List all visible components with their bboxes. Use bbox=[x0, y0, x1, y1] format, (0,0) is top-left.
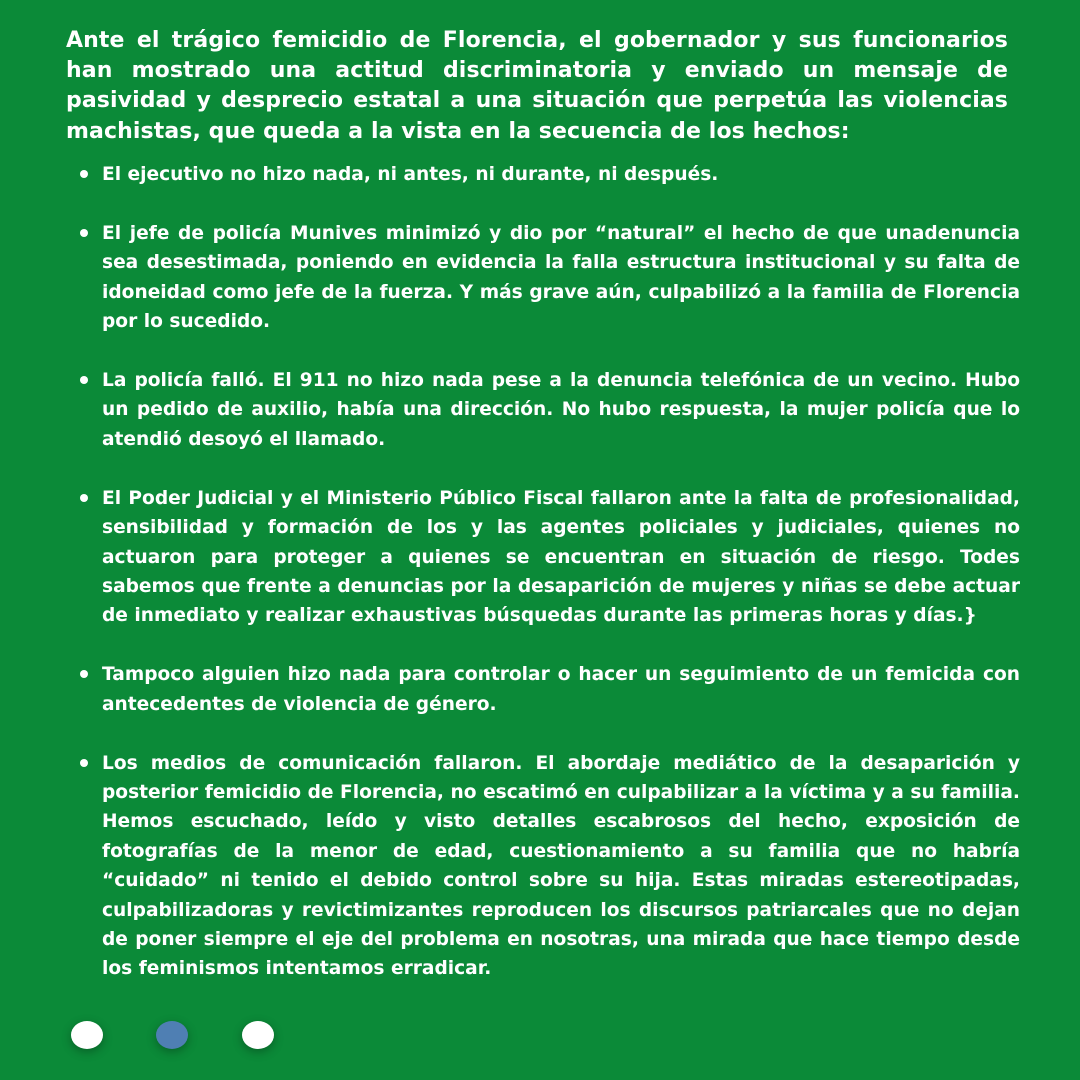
page-dot-1[interactable] bbox=[71, 1021, 103, 1049]
intro-paragraph: Ante el trágico femicidio de Florencia, el gobernador y sus funcionarios han mostrado una actitud discriminatoria y enviado un mensaje de pasividad y desprecio estatal a una situación que perpetúa las violencias machistas, que queda a la vista en la secuencia de los hechos: bbox=[66, 28, 1008, 144]
bullet-item: El jefe de policía Munives minimizó y dio por “natural” el hecho de que unadenuncia sea desestimada, poniendo en evidencia la falla estructura institucional y su falta de idoneidad como jefe de la fuerza. Y más grave aún, culpabilizó a la familia de Florencia por lo sucedido. bbox=[102, 219, 1020, 337]
bullet-item: El Poder Judicial y el Ministerio Público Fiscal fallaron ante la falta de profesionalidad, sensibilidad y formación de los y las agentes policiales y judiciales, quienes no actuaron para proteger a quienes se encuentran en situación de riesgo. Todes sabemos que frente a denuncias por la desaparición de mujeres y niñas se debe actuar de inmediato y realizar exhaustivas búsquedas durante las primeras horas y días.} bbox=[102, 484, 1020, 631]
bullet-item: El ejecutivo no hizo nada, ni antes, ni durante, ni después. bbox=[102, 160, 1020, 189]
bullet-item: La policía falló. El 911 no hizo nada pese a la denuncia telefónica de un vecino. Hubo un pedido de auxilio, había una dirección. No hubo respuesta, la mujer policía que lo atendió desoyó el llamado. bbox=[102, 366, 1020, 454]
bullet-list bbox=[102, 160, 1020, 1013]
carousel-pagination bbox=[70, 1021, 290, 1051]
page-dot-2[interactable] bbox=[156, 1021, 188, 1049]
page-dot-3[interactable] bbox=[242, 1021, 274, 1049]
bullet-item: Los medios de comunicación fallaron. El abordaje mediático de la desaparición y posterior femicidio de Florencia, no escatimó en culpabilizar a la víctima y a su familia. Hemos escuchado, leído y visto detalles escabrosos del hecho, exposición de fotografías de la menor de edad, cuestionamiento a su familia que no habría “cuidado” ni tenido el debido control sobre su hija. Estas miradas estereotipadas, culpabilizadoras y revictimizantes reproducen los discursos patriarcales que no dejan de poner siempre el eje del problema en nosotras, una mirada que hace tiempo desde los feminismos intentamos erradicar. bbox=[102, 749, 1020, 984]
bullet-item: Tampoco alguien hizo nada para controlar o hacer un seguimiento de un femicida con antecedentes de violencia de género. bbox=[102, 660, 1020, 719]
